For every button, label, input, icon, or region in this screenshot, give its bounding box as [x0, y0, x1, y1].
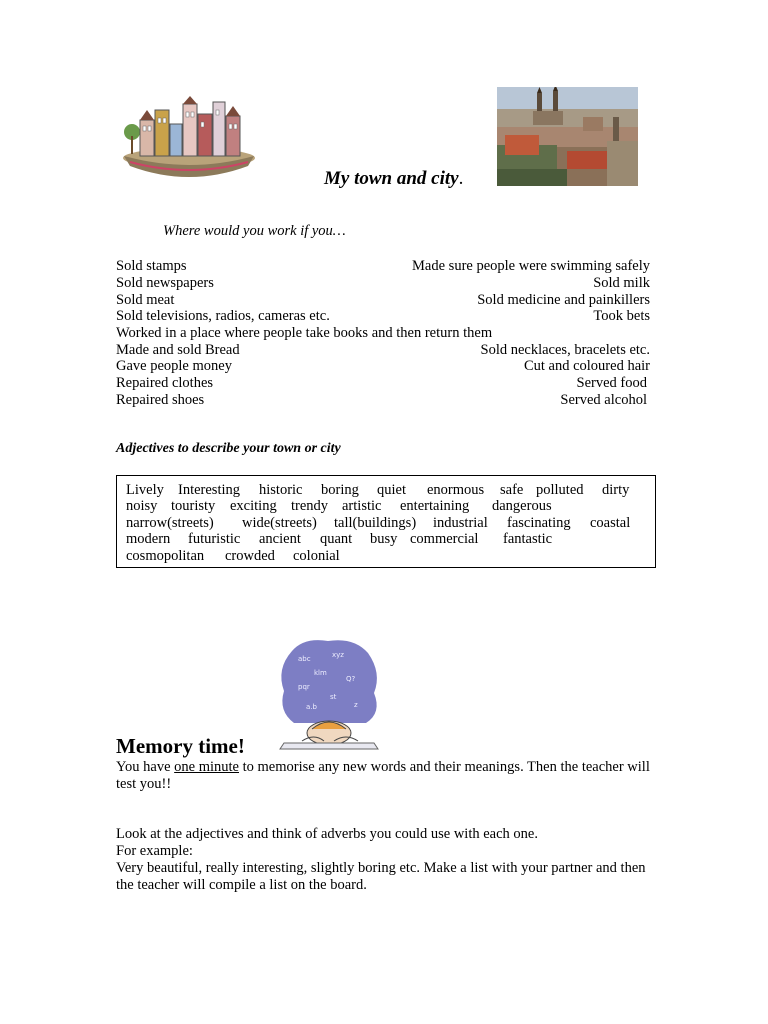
thinking-student-illustration: [274, 637, 382, 753]
town-illustration: [120, 96, 258, 188]
svg-text:z: z: [354, 701, 358, 709]
adverbs-instructions: Look at the adjectives and think of adverbs you could use with each one. For example: Very beautiful, really interesting, slightly boring etc. Make a list with your partner and then the teacher will compile a list on the board.: [116, 826, 646, 893]
svg-text:abc: abc: [298, 655, 311, 663]
svg-text:pqr: pqr: [298, 683, 310, 691]
svg-text:a.b: a.b: [306, 703, 317, 711]
page-title: My town and city.: [324, 168, 464, 189]
adjectives-box: Lively Interesting historic boring quiet enormous safe polluted dirty noisy touristy exciting trendy artistic entertaining dangerous narrow(streets) wide(streets) tall(buildings) industrial fascinating coastal modern futuristic ancient quant busy commercial fantastic cosmopolitan crowded colonial: [116, 475, 656, 568]
memory-heading: Memory time!: [116, 734, 245, 758]
svg-text:klm: klm: [314, 669, 327, 677]
prompt-text: Where would you work if you…: [163, 223, 346, 239]
memory-instructions: You have one minute to memorise any new words and their meanings. Then the teacher will test you!!: [116, 759, 650, 792]
svg-text:st: st: [330, 693, 337, 701]
svg-text:Q?: Q?: [346, 675, 356, 683]
adjectives-heading: Adjectives to describe your town or city: [116, 441, 341, 456]
city-photo: [497, 87, 638, 186]
svg-text:xyz: xyz: [332, 651, 344, 659]
